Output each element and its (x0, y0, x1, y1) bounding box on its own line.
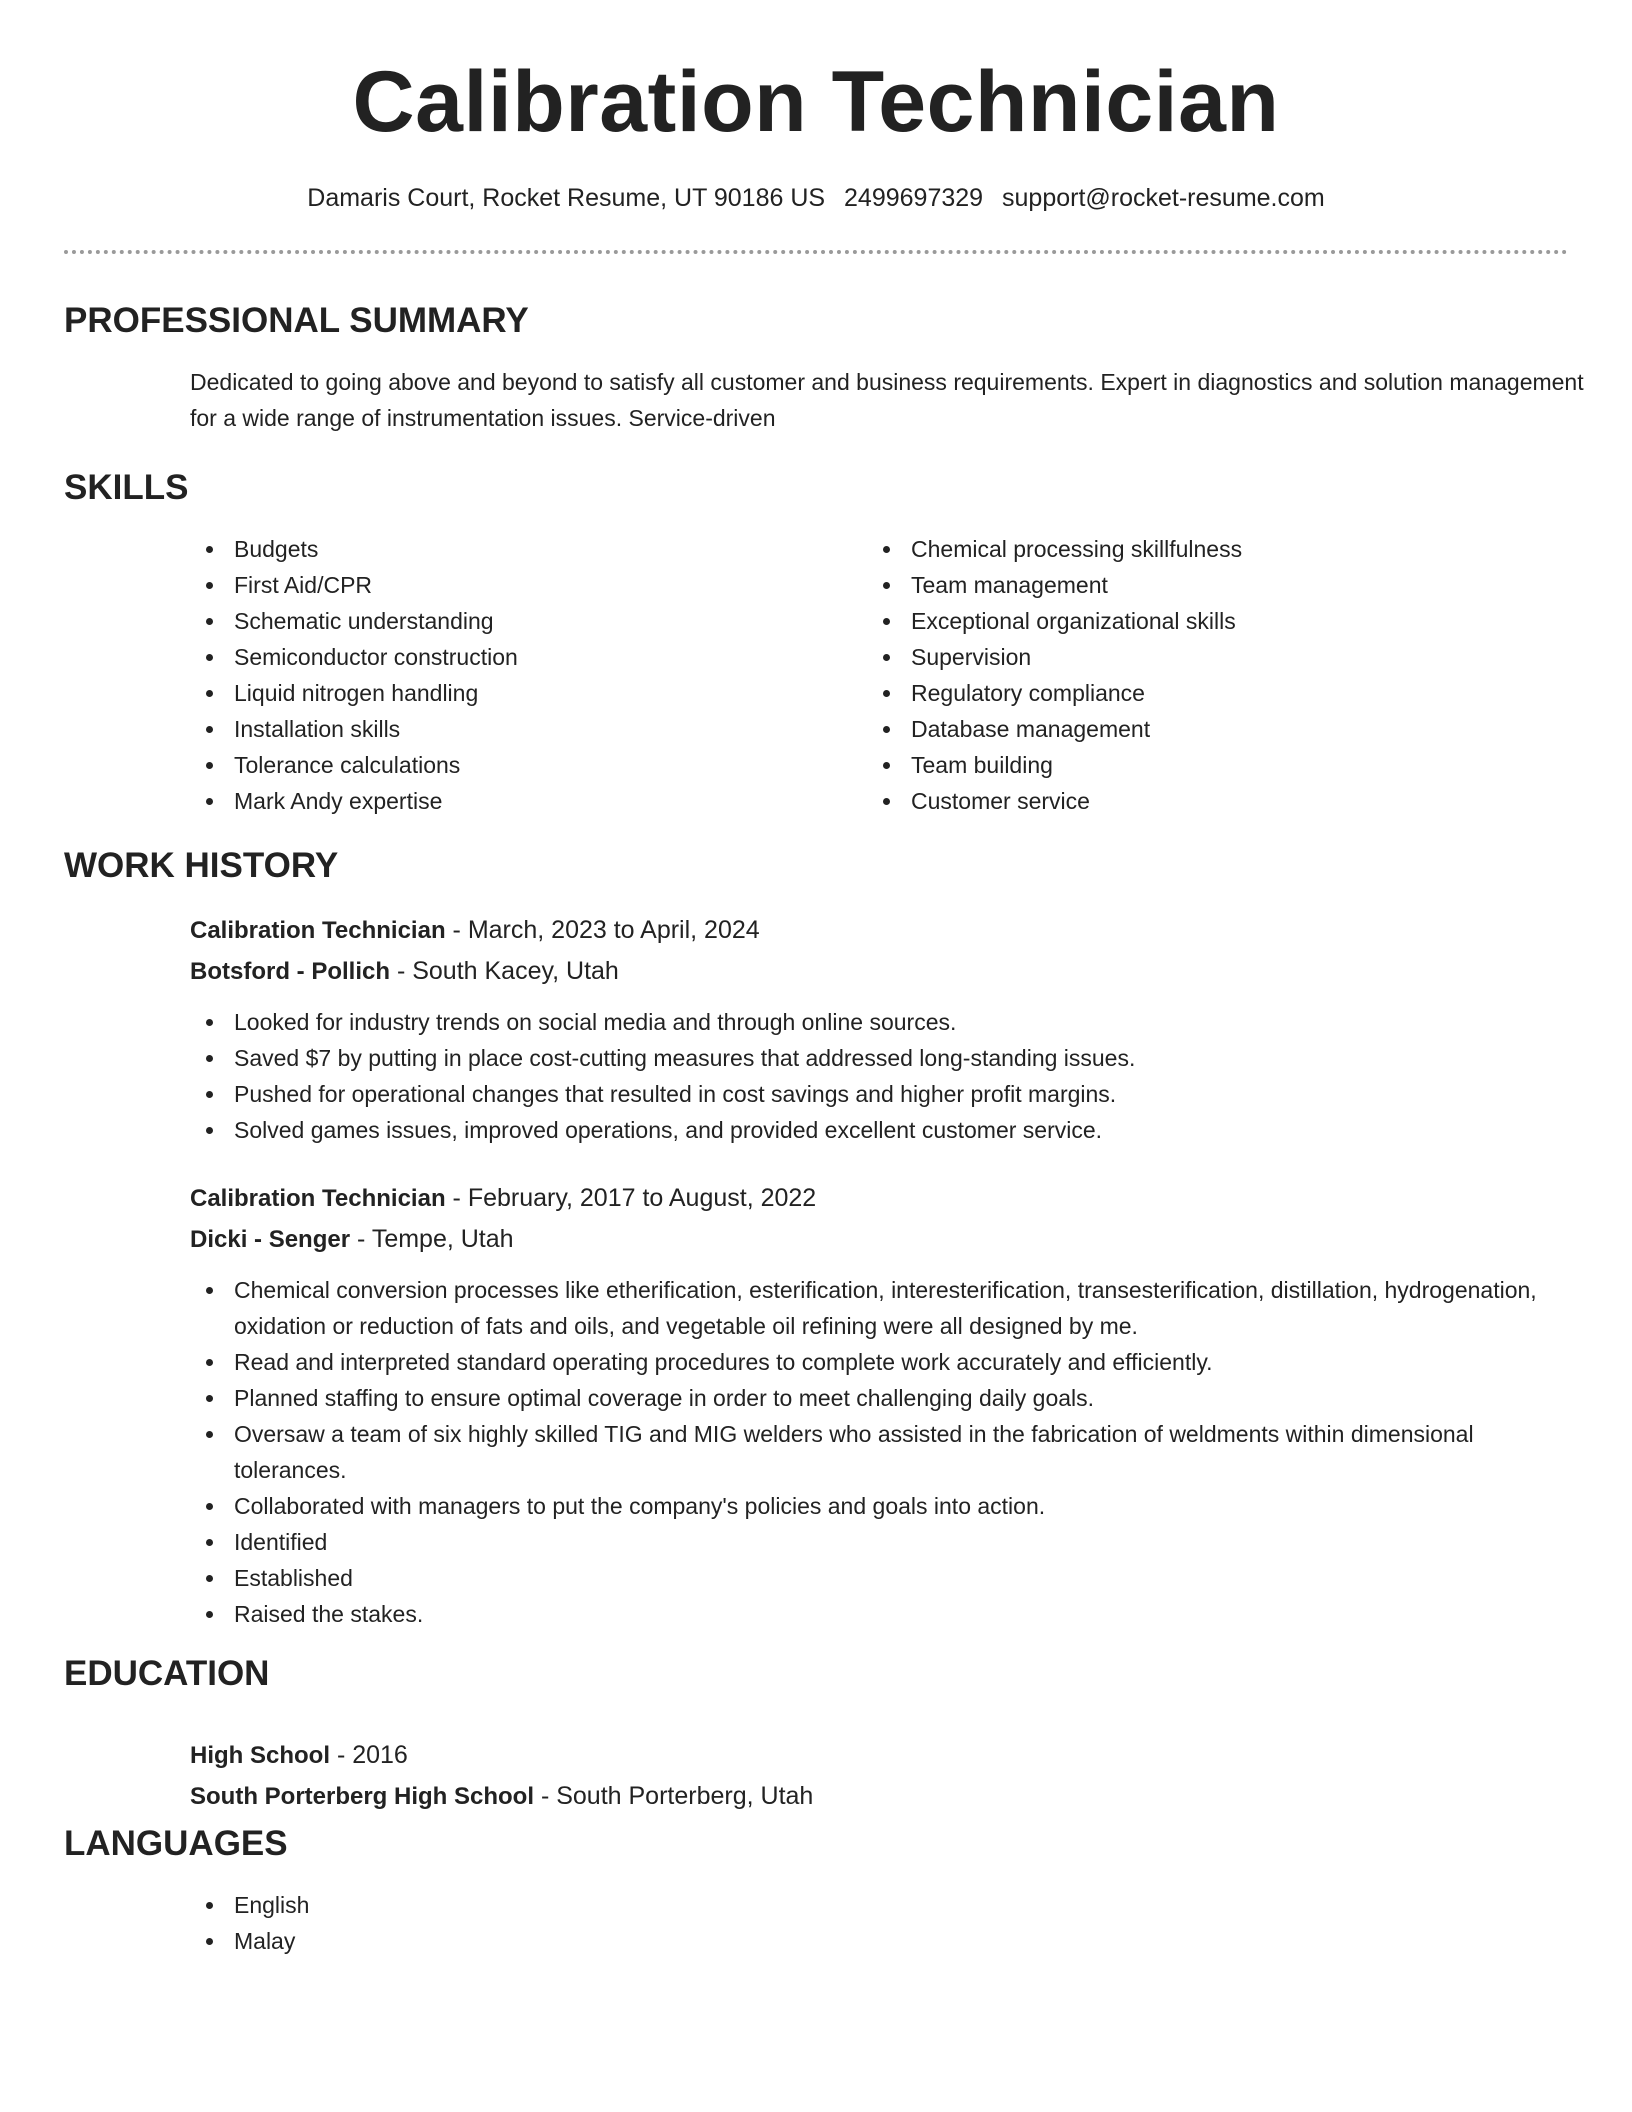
job-bullet: Planned staffing to ensure optimal coverage in order to meet challenging daily goals. (190, 1380, 1570, 1416)
job-title: Calibration Technician (190, 1185, 446, 1212)
section-title-summary: PROFESSIONAL SUMMARY (64, 301, 529, 340)
skill-item: Liquid nitrogen handling (190, 675, 518, 711)
job-bullet: Read and interpreted standard operating procedures to complete work accurately and efficiently. (190, 1344, 1570, 1380)
education-school-line (190, 1776, 813, 1817)
skill-item: Tolerance calculations (190, 747, 518, 783)
job-bullets (64, 1004, 1570, 1148)
contact-phone: 2499697329 (844, 184, 984, 212)
job-entry (190, 910, 1570, 1148)
languages-list (190, 1887, 309, 1959)
section-title-skills: SKILLS (64, 468, 189, 507)
skill-item: Semiconductor construction (190, 639, 518, 675)
education-entry (190, 1735, 813, 1817)
skill-item: Customer service (867, 783, 1242, 819)
job-entry (190, 1178, 1570, 1632)
section-title-work: WORK HISTORY (64, 846, 339, 885)
job-bullet: Saved $7 by putting in place cost-cutting measures that addressed long-standing issues. (190, 1040, 1570, 1076)
job-company: Botsford - Pollich (190, 958, 390, 985)
language-item: English (190, 1887, 309, 1923)
section-title-languages: LANGUAGES (64, 1824, 288, 1863)
education-degree: High School (190, 1742, 330, 1769)
education-degree-line (190, 1735, 813, 1776)
job-bullet: Collaborated with managers to put the company's policies and goals into action. (190, 1488, 1570, 1524)
skill-item: Schematic understanding (190, 603, 518, 639)
skill-item: Budgets (190, 531, 518, 567)
job-title: Calibration Technician (190, 917, 446, 944)
job-bullet: Pushed for operational changes that resulted in cost savings and higher profit margins. (190, 1076, 1570, 1112)
job-bullet: Identified (190, 1524, 1570, 1560)
job-company: Dicki - Senger (190, 1226, 351, 1253)
language-item: Malay (190, 1923, 309, 1959)
skill-item: Team building (867, 747, 1242, 783)
skills-list-right (867, 531, 1242, 819)
education-year: - 2016 (330, 1741, 408, 1769)
skill-item: First Aid/CPR (190, 567, 518, 603)
job-title-line (190, 910, 1570, 951)
contact-line (64, 182, 1568, 214)
job-bullet: Oversaw a team of six highly skilled TIG and MIG welders who assisted in the fabrication of weldments within dimensional tolerances. (190, 1416, 1570, 1488)
job-bullet: Chemical conversion processes like etherification, esterification, interesterification, transesterification, distillation, hydrogenation, oxidation or reduction of fats and oils, and vegetable oil refining were all designed by me. (190, 1272, 1570, 1344)
job-bullet: Raised the stakes. (190, 1596, 1570, 1632)
job-bullet: Established (190, 1560, 1570, 1596)
job-location: - South Kacey, Utah (390, 957, 619, 985)
skill-item: Exceptional organizational skills (867, 603, 1242, 639)
skills-list-left (190, 531, 518, 819)
job-bullet: Solved games issues, improved operations, and provided excellent customer service. (190, 1112, 1570, 1148)
job-location: - Tempe, Utah (350, 1225, 514, 1253)
skill-item: Database management (867, 711, 1242, 747)
skill-item: Supervision (867, 639, 1242, 675)
summary-text: Dedicated to going above and beyond to satisfy all customer and business requirements. Expert in diagnostics and solution management for a wide range of instrumentation issues. Service-driven (190, 369, 1584, 431)
skill-item: Regulatory compliance (867, 675, 1242, 711)
job-dates: - February, 2017 to August, 2022 (445, 1184, 817, 1212)
job-title-line (190, 1178, 1570, 1219)
contact-address: Damaris Court, Rocket Resume, UT 90186 US (307, 184, 826, 212)
education-school: South Porterberg High School (190, 1783, 535, 1810)
candidate-name: Calibration Technician (352, 54, 1280, 150)
skill-item: Mark Andy expertise (190, 783, 518, 819)
job-company-line (190, 1219, 1570, 1260)
job-bullets (64, 1272, 1570, 1632)
job-company-line (190, 951, 1570, 992)
skill-item: Installation skills (190, 711, 518, 747)
skill-item: Chemical processing skillfulness (867, 531, 1242, 567)
section-title-education: EDUCATION (64, 1654, 270, 1693)
header-divider (64, 250, 1568, 254)
skill-item: Team management (867, 567, 1242, 603)
education-location: - South Porterberg, Utah (534, 1782, 814, 1810)
job-bullet: Looked for industry trends on social media and through online sources. (190, 1004, 1570, 1040)
contact-email: support@rocket-resume.com (1002, 184, 1325, 212)
job-dates: - March, 2023 to April, 2024 (445, 916, 760, 944)
